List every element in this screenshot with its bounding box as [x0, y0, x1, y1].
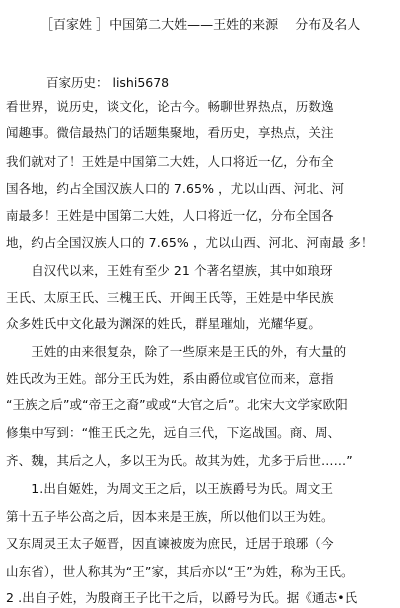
- body-line: 众多姓氏中文化最为渊深的姓氏，群星璀灿，光耀华夏。: [6, 316, 322, 331]
- body-line: 修集中写到：“惟王氏之先，远自三代，下迄战国。商、周、: [6, 425, 341, 440]
- author-line: 百家历史： lishi5678: [46, 75, 170, 90]
- body-line: 又东周灵王太子姬晋，因直谏被废为庶民，迁居于琅琊（今: [6, 536, 334, 551]
- body-line: 地，约占全国汉族人口的 7.65% ，尤以山西、河北、河南最 多！: [6, 235, 374, 250]
- body-line: 姓氏改为王姓。部分王氏为姓，系由爵位或官位而来，意指: [6, 371, 334, 386]
- body-line: 闻趣事。微信最热门的话题集聚地，看历史，享热点，关注: [6, 125, 334, 140]
- body-line: 齐、魏，其后之人，多以王为氏。故其为姓，尤多于后世……”: [6, 453, 353, 468]
- body-line: 看世界，说历史，谈文化，论古今。畅聊世界热点，历数逸: [6, 99, 334, 114]
- body-line: 王姓的由来很复杂，除了一些原来是王氏的外，有大量的: [6, 344, 347, 359]
- body-line: 山东省），世人称其为“王”家，其后亦以“王”为姓，称为王氏。: [6, 564, 354, 579]
- body-line: 王氏、太原王氏、三槐王氏、开闽王氏等，王姓是中华民族: [6, 290, 334, 305]
- body-line: 第十五子毕公高之后，因本来是王族，所以他们以王为姓。: [6, 509, 334, 524]
- body-line: 我们就对了！王姓是中国第二大姓，人口将近一亿，分布全: [6, 154, 334, 169]
- body-line: “王族之后”或“帝王之裔”或或“大官之后”。北宋大文学家欧阳: [6, 397, 348, 412]
- body-line: 自汉代以来，王姓有至少 21 个著名望族，其中如琅玡: [6, 263, 333, 278]
- body-line: 南最多！王姓是中国第二大姓，人口将近一亿，分布全国各: [6, 208, 334, 223]
- document-title: ［百家姓 ］中国第二大姓——王姓的来源 分布及名人: [40, 18, 361, 33]
- body-line: 1.出自姬姓，为周文王之后，以王族爵号为氏。周文王: [6, 481, 334, 496]
- body-line: 2 .出自子姓，为殷商王子比干之后，以爵号为氏。据《通志•氏: [6, 590, 358, 605]
- body-line: 国各地，约占全国汉族人口的 7.65% ，尤以山西、河北、河: [6, 181, 345, 196]
